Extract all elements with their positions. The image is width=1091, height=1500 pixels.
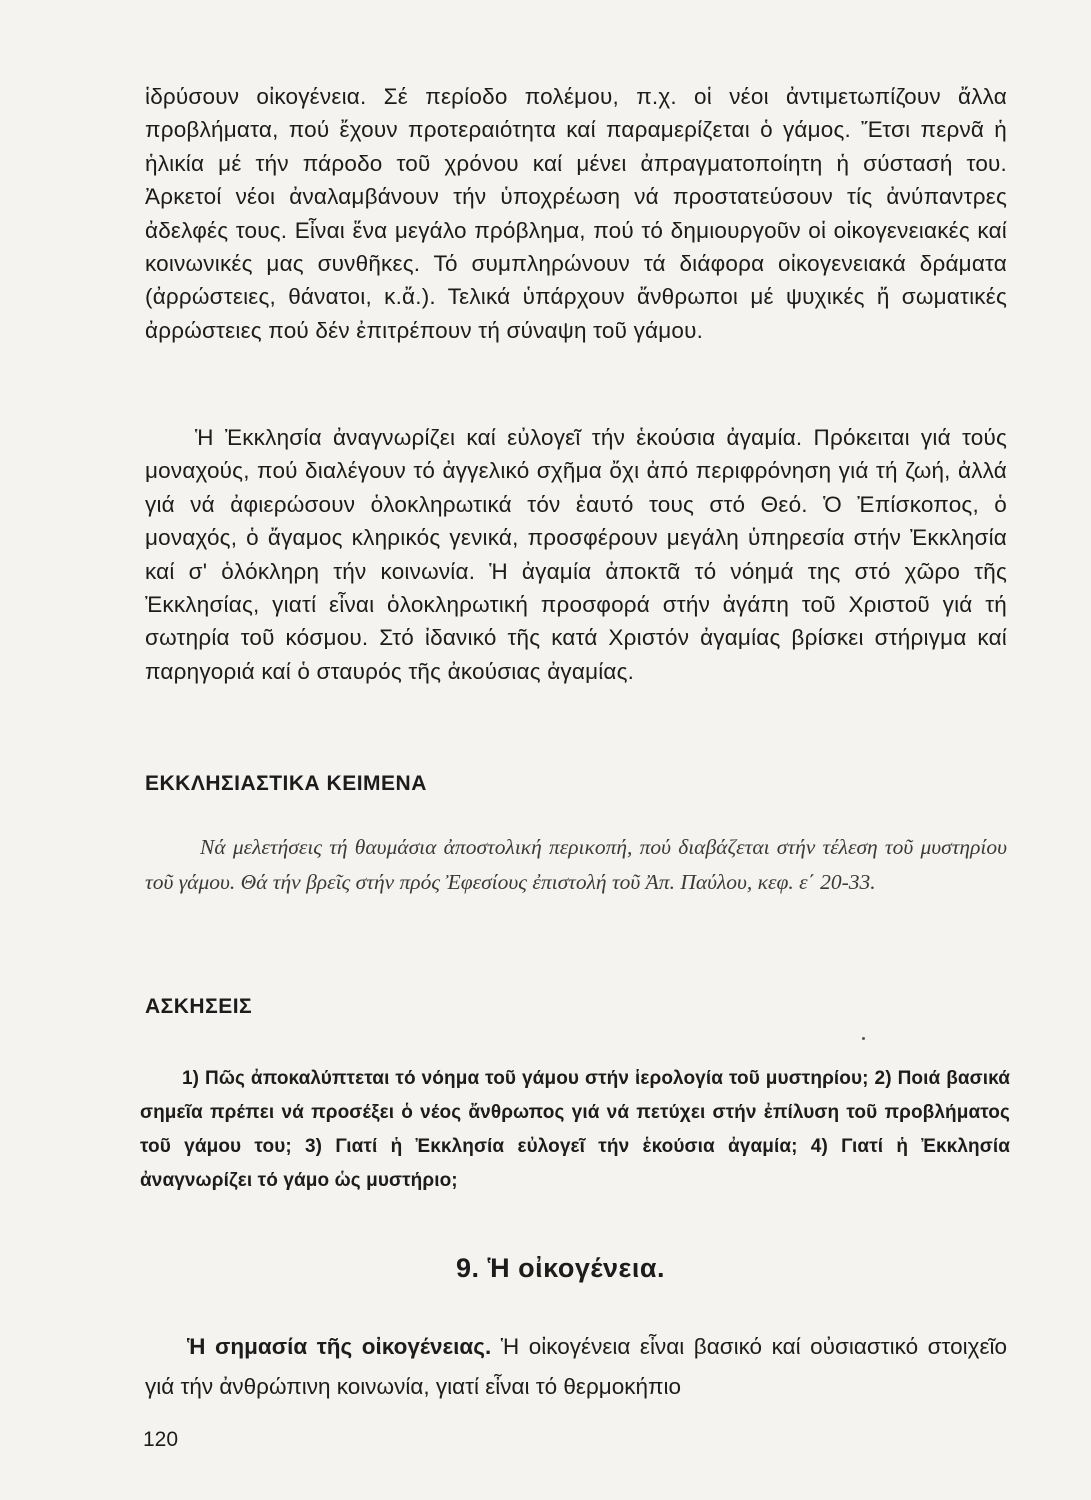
exercises-text: 1) Πῶς ἀποκαλύπτεται τό νόημα τοῦ γάμου στήν ἱερολογία τοῦ μυστηρίου; 2) Ποιά βασικά σημεῖα πρέπει νά προσέξει ὁ νέος ἄνθρωπος γιά νά πετύχει στήν ἐπίλυση τοῦ προβλήματος τοῦ γάμου του; 3) Γιατί ἡ Ἐκκλησία εὐλογεῖ τήν ἑκούσια ἀγαμία; 4) Γιατί ἡ Ἐκκλησία ἀναγνωρίζει τό γάμο ὡς μυστήριο; — [140, 1068, 1010, 1191]
chapter-intro-text: Ἡ οἰκογένεια εἶναι βασικό καί οὐσιαστικό στοιχεῖο γιά τήν ἀνθρώπινη κοινωνία, γιατί εἶναι τό θερμοκήπιο — [145, 1334, 1007, 1399]
chapter-title — [0, 1253, 1091, 1284]
ecclesiastical-texts-heading: ΕΚΚΛΗΣΙΑΣΤΙΚΑ ΚΕΙΜΕΝΑ — [145, 772, 427, 795]
body-paragraph-2: Ἡ Ἐκκλησία ἀναγνωρίζει καί εὐλογεῖ τήν ἑκούσια ἀγαμία. Πρόκειται γιά τούς μοναχούς, πού διαλέγουν τό ἀγγελικό σχῆμα ὄχι ἀπό περιφρόνηση γιά τή ζωή, ἀλλά γιά νά ἀφιερώσουν ὁλοκληρωτικά τόν ἑαυτό τους στό Θεό. Ὁ Ἐπίσκοπος, ὁ μοναχός, ὁ ἄγαμος κληρικός γενικά, προσφέρουν μεγάλη ὑπηρεσία στήν Ἐκκλησία καί σ' ὁλόκληρη τήν κοινωνία. Ἡ ἀγαμία ἀποκτᾶ τό νόημά της στό χῶρο τῆς Ἐκκλησίας, γιατί εἶναι ὁλοκληρωτική προσφορά στήν ἀγάπη τοῦ Χριστοῦ γιά τή σωτηρία τοῦ κόσμου. Στό ἰδανικό τῆς κατά Χριστόν ἀγαμίας βρίσκει στήριγμα καί παρηγοριά καί ὁ σταυρός τῆς ἀκούσιας ἀγαμίας. — [145, 425, 1007, 684]
stray-mark — [862, 1037, 865, 1040]
chapter-title-text: 9. Ἡ οἰκογένεια. — [456, 1253, 665, 1283]
ecclesiastical-texts-quote: Νά μελετήσεις τή θαυμάσια ἀποστολική περικοπή, πού διαβάζεται στήν τέλεση τοῦ μυστηρίου τοῦ γάμου. Θά τήν βρεῖς στήν πρός Ἐφεσίους ἐπιστολή τοῦ Ἀπ. Παύλου, κεφ. ε΄ 20-33. — [145, 835, 1007, 894]
exercises-heading: ΑΣΚΗΣΕΙΣ — [145, 995, 253, 1018]
section-lead: Ἡ σημασία τῆς οἰκογένειας. — [187, 1334, 492, 1359]
page-number: 120 — [143, 1428, 179, 1451]
chapter-intro-paragraph — [145, 1327, 1007, 1407]
body-paragraph-1: ἱδρύσουν οἰκογένεια. Σέ περίοδο πολέμου, π.χ. οἱ νέοι ἀντιμετωπίζουν ἄλλα προβλήματα, πού ἔχουν προτεραιότητα καί παραμερίζεται ὁ γάμος. Ἔτσι περνᾶ ἡ ἡλικία μέ τήν πάροδο τοῦ χρόνου καί μένει ἀπραγματοποίητη ἡ σύστασή του. Ἀρκετοί νέοι ἀναλαμβάνουν τήν ὑποχρέωση νά προστατεύσουν τίς ἀνύπαντρες ἀδελφές τους. Εἶναι ἕνα μεγάλο πρόβλημα, πού τό δημιουργοῦν οἱ οἰκογενειακές καί κοινωνικές μας συνθῆκες. Τό συμπληρώνουν τά διάφορα οἰκογενειακά δράματα (ἀρρώστειες, θάνατοι, κ.ἄ.). Τελικά ὑπάρχουν ἄνθρωποι μέ ψυχικές ἤ σωματικές ἀρρώστειες πού δέν ἐπιτρέπουν τή σύναψη τοῦ γάμου. — [145, 84, 1007, 343]
